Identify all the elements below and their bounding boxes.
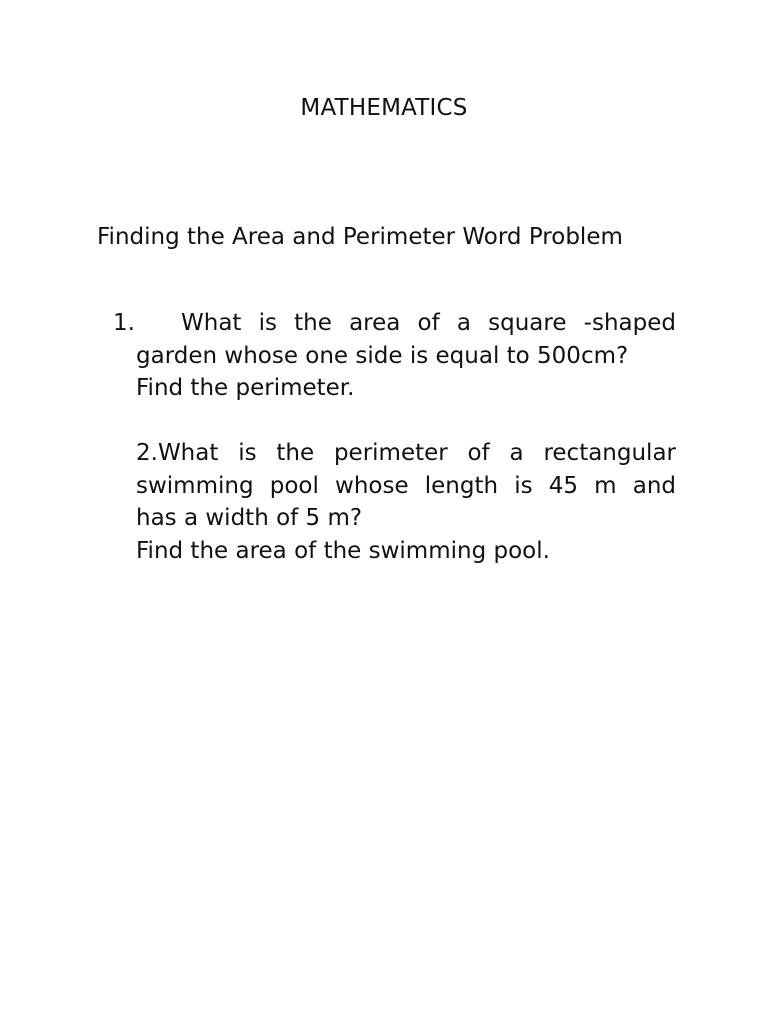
problem-2-line-1: 2.What is the perimeter of a rectangular [136,440,676,466]
problem-2-line-2: swimming pool whose length is 45 m and [136,472,676,499]
problem-number: 1. [113,310,135,336]
problem-1-line-1: What is the area of a square -shaped [181,310,676,336]
problem-2 [0,437,676,567]
subject-heading: MATHEMATICS [300,95,468,121]
paragraph-spacer [0,405,768,438]
topic-title: Finding the Area and Perimeter Word Problem [97,224,623,250]
problem-2-line-4: Find the area of the swimming pool. [136,537,550,564]
problem-1-line-3: Find the perimeter. [136,375,355,401]
problem-1-line-2: garden whose one side is equal to 500cm? [136,342,629,369]
problem-2-line-3: has a width of 5 m? [136,505,363,531]
problem-list [0,307,768,567]
problem-1 [0,307,676,405]
